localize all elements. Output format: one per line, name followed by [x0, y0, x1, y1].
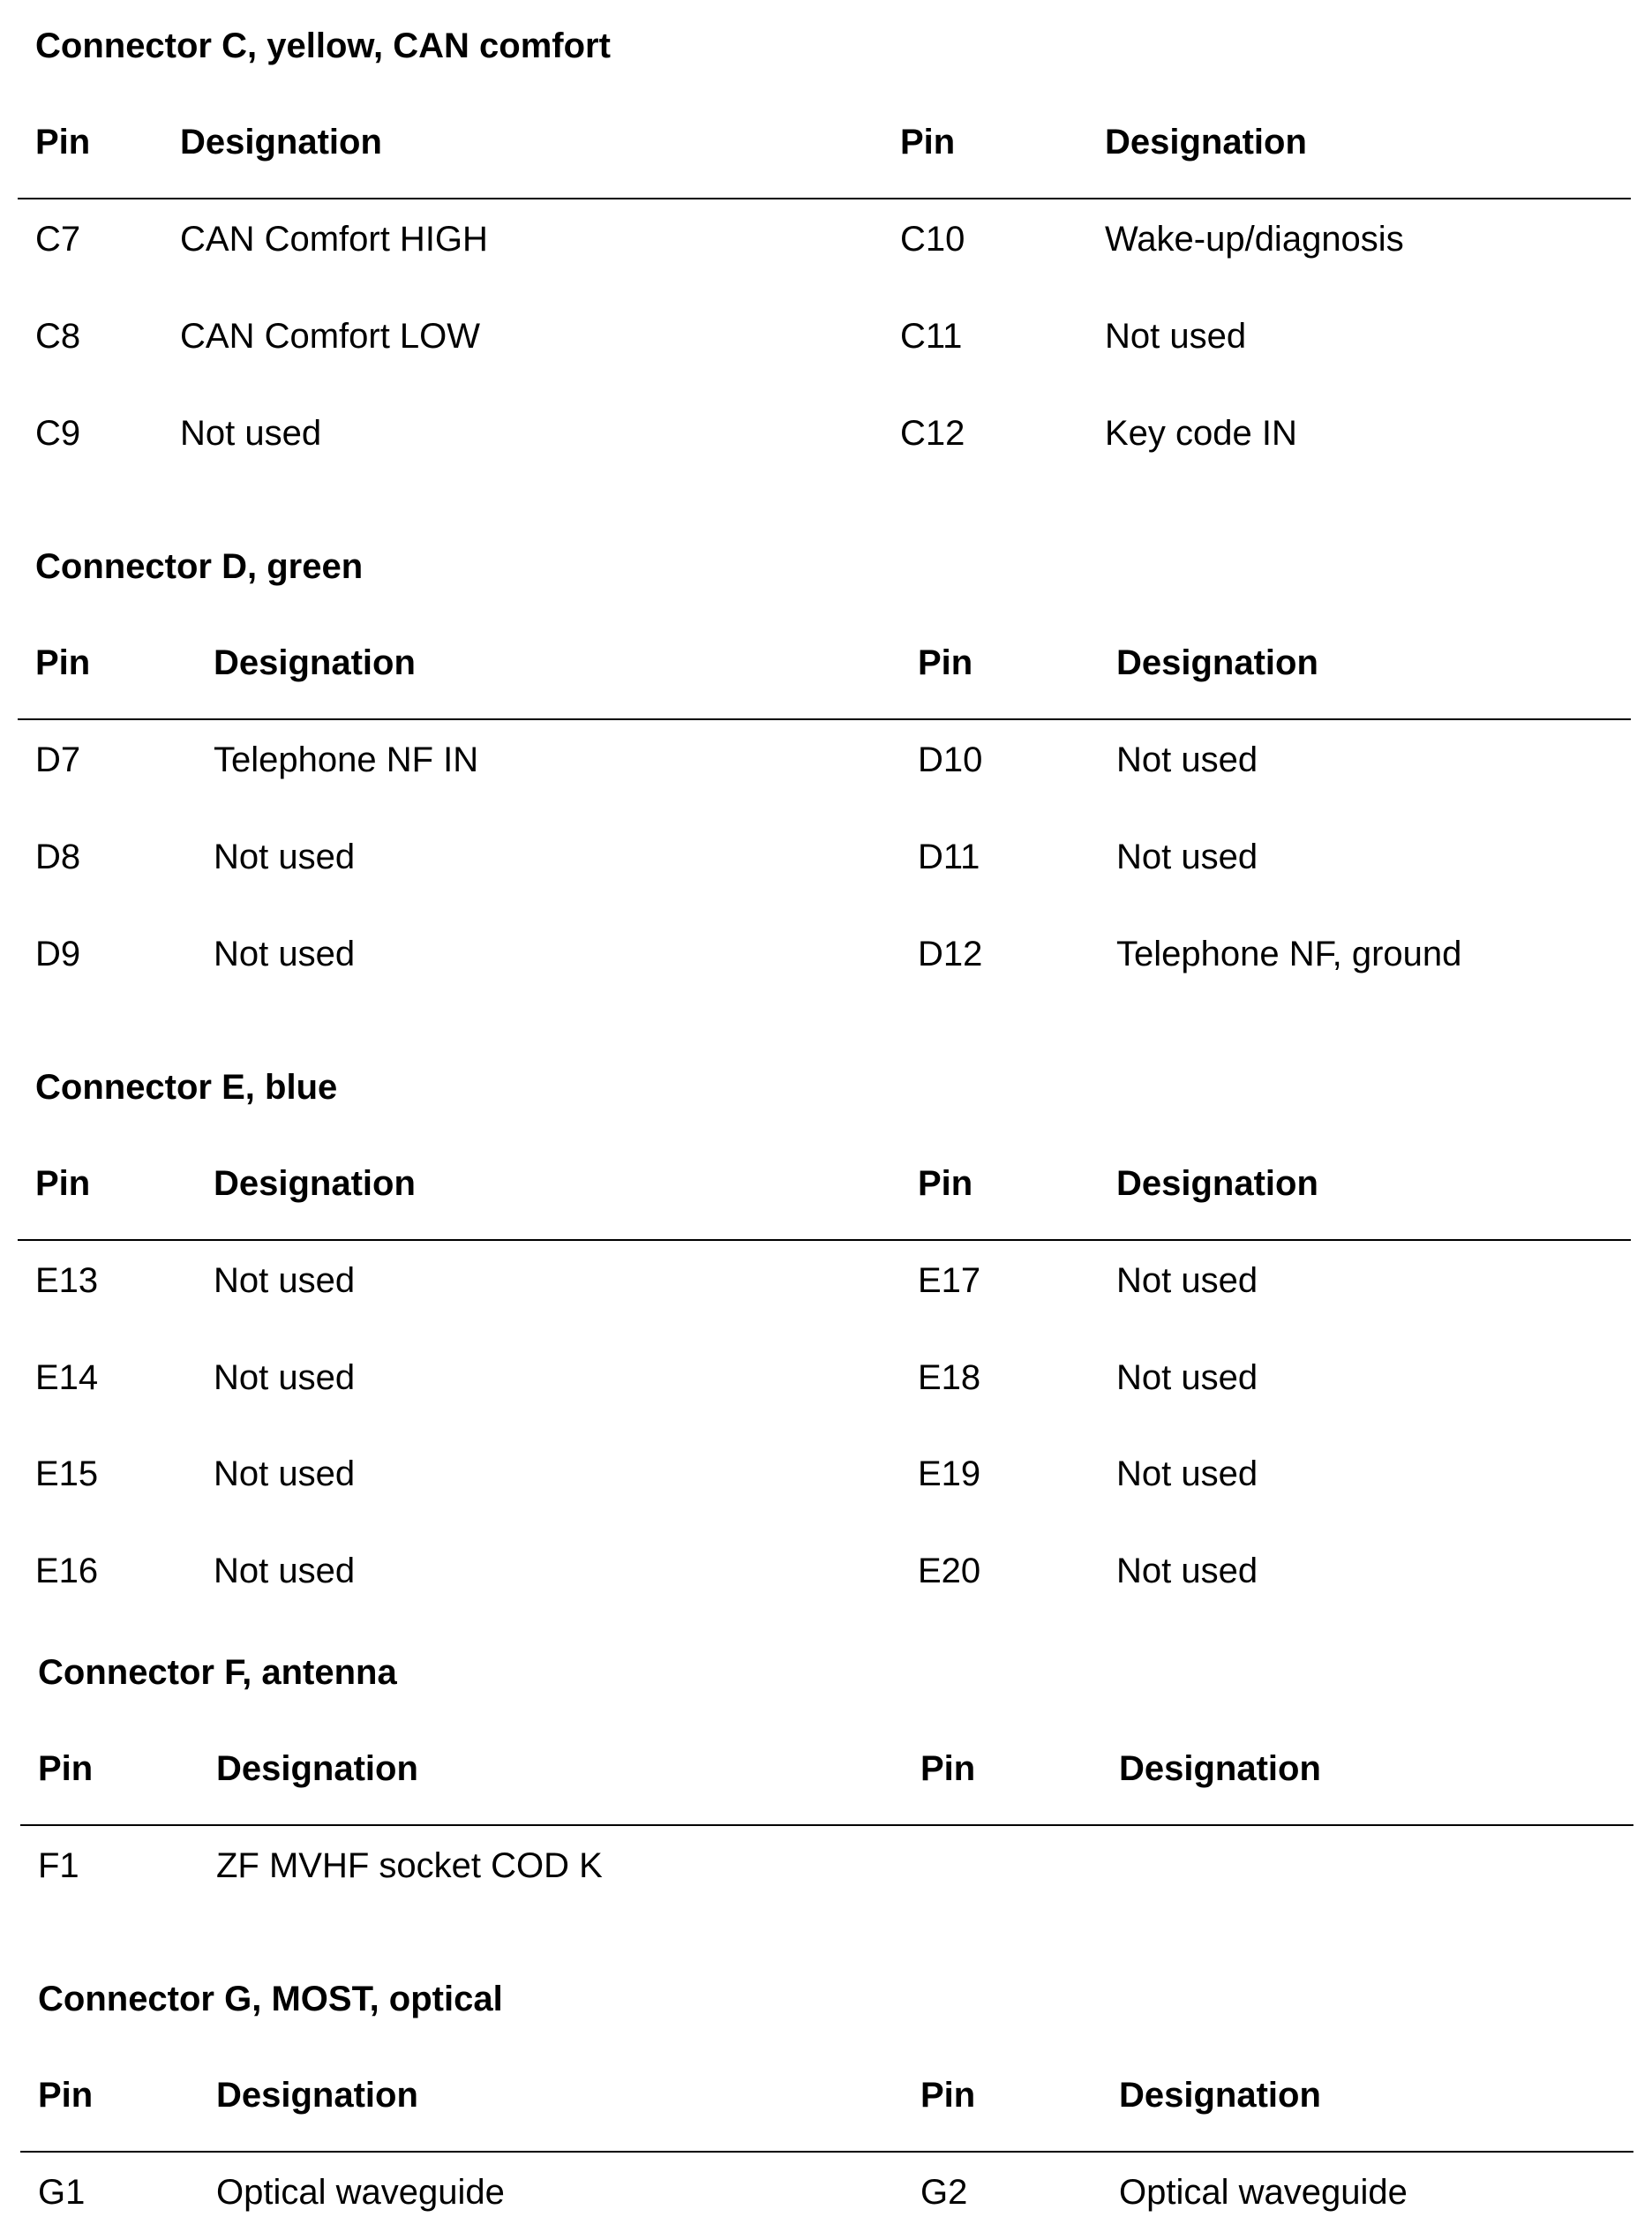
- pin-cell: E13: [35, 1261, 99, 1300]
- designation-header-right: Designation: [1119, 2076, 1321, 2115]
- pin-cell: D9: [35, 935, 81, 973]
- pin-header-left: Pin: [35, 123, 91, 162]
- designation-cell: Not used: [214, 1454, 356, 1493]
- designation-header-right: Designation: [1119, 1749, 1321, 1788]
- pin-cell: D8: [35, 838, 81, 876]
- pin-cell: G2: [920, 2173, 968, 2212]
- pin-cell: C12: [900, 414, 965, 453]
- designation-cell: Not used: [1116, 1261, 1258, 1300]
- pin-cell: C11: [900, 317, 963, 356]
- designation-cell: Not used: [214, 935, 356, 973]
- designation-header-left: Designation: [180, 123, 382, 162]
- pin-cell: E15: [35, 1454, 99, 1493]
- designation-cell: Not used: [1116, 1552, 1258, 1590]
- pin-cell: D7: [35, 740, 81, 779]
- designation-header-left: Designation: [214, 643, 416, 682]
- pin-cell: D12: [918, 935, 983, 973]
- designation-header-left: Designation: [216, 2076, 418, 2115]
- pin-cell: E19: [918, 1454, 981, 1493]
- section-title: Connector C, yellow, CAN comfort: [35, 26, 611, 65]
- designation-cell: Not used: [1116, 1454, 1258, 1493]
- designation-cell: Not used: [1116, 740, 1258, 779]
- pin-header-left: Pin: [35, 643, 91, 682]
- designation-cell: Key code IN: [1105, 414, 1297, 453]
- designation-cell: Not used: [1116, 1358, 1258, 1397]
- designation-cell: Not used: [214, 1261, 356, 1300]
- pin-cell: E16: [35, 1552, 99, 1590]
- pin-header-right: Pin: [920, 2076, 976, 2115]
- designation-cell: Telephone NF IN: [214, 740, 479, 779]
- designation-cell: Telephone NF, ground: [1116, 935, 1462, 973]
- header-divider: [18, 718, 1631, 720]
- designation-cell: Not used: [214, 1358, 356, 1397]
- designation-header-right: Designation: [1105, 123, 1307, 162]
- designation-cell: CAN Comfort LOW: [180, 317, 481, 356]
- pin-header-left: Pin: [38, 1749, 94, 1788]
- designation-cell: Not used: [1116, 838, 1258, 876]
- pin-cell: E18: [918, 1358, 981, 1397]
- pin-header-right: Pin: [920, 1749, 976, 1788]
- designation-cell: Not used: [214, 838, 356, 876]
- designation-header-left: Designation: [214, 1164, 416, 1203]
- pin-cell: C8: [35, 317, 81, 356]
- pin-cell: C10: [900, 220, 965, 259]
- pin-header-left: Pin: [38, 2076, 94, 2115]
- designation-cell: Not used: [1105, 317, 1247, 356]
- pin-cell: D11: [918, 838, 980, 876]
- pin-header-right: Pin: [918, 1164, 973, 1203]
- pin-cell: G1: [38, 2173, 86, 2212]
- designation-cell: Not used: [180, 414, 322, 453]
- pin-header-left: Pin: [35, 1164, 91, 1203]
- pin-header-right: Pin: [918, 643, 973, 682]
- header-divider: [18, 198, 1631, 199]
- designation-header-right: Designation: [1116, 643, 1318, 682]
- pin-cell: C9: [35, 414, 81, 453]
- section-title: Connector F, antenna: [38, 1653, 397, 1692]
- pin-header-right: Pin: [900, 123, 956, 162]
- designation-cell: Not used: [214, 1552, 356, 1590]
- header-divider: [18, 1239, 1631, 1241]
- designation-header-right: Designation: [1116, 1164, 1318, 1203]
- pin-cell: C7: [35, 220, 81, 259]
- designation-cell: Optical waveguide: [216, 2173, 505, 2212]
- pin-cell: D10: [918, 740, 983, 779]
- designation-header-left: Designation: [216, 1749, 418, 1788]
- pin-cell: E17: [918, 1261, 981, 1300]
- designation-cell: Wake-up/diagnosis: [1105, 220, 1404, 259]
- header-divider: [20, 1824, 1633, 1826]
- pin-cell: F1: [38, 1846, 79, 1885]
- pin-cell: E20: [918, 1552, 981, 1590]
- pin-cell: E14: [35, 1358, 99, 1397]
- section-title: Connector D, green: [35, 547, 364, 586]
- section-title: Connector E, blue: [35, 1068, 338, 1107]
- designation-cell: Optical waveguide: [1119, 2173, 1408, 2212]
- section-title: Connector G, MOST, optical: [38, 1980, 503, 2018]
- designation-cell: CAN Comfort HIGH: [180, 220, 488, 259]
- header-divider: [20, 2151, 1633, 2153]
- designation-cell: ZF MVHF socket COD K: [216, 1846, 603, 1885]
